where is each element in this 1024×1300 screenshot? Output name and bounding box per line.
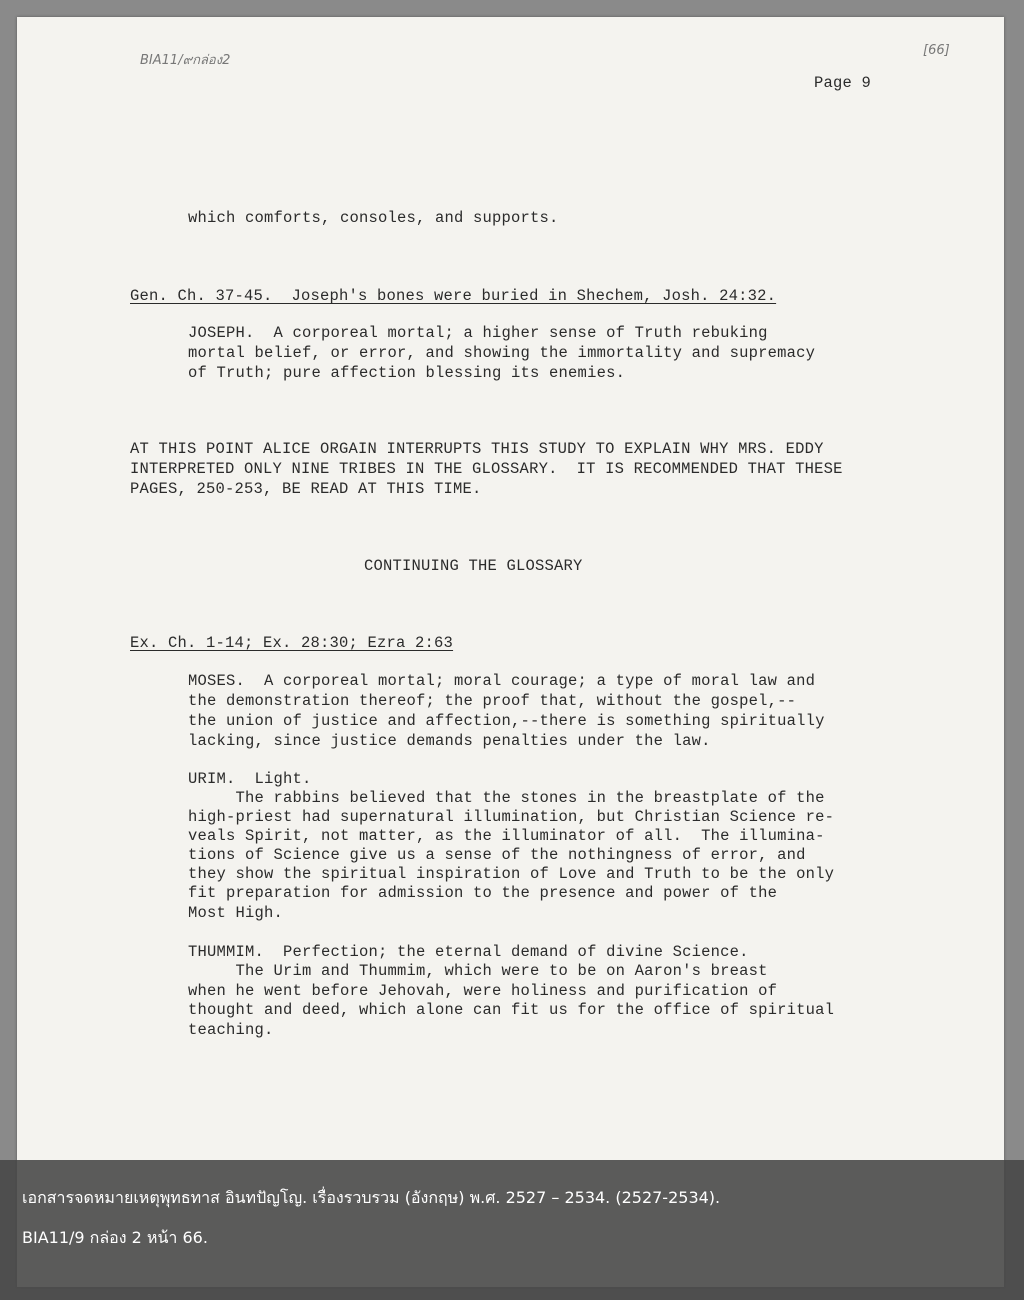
- page-number-handwritten: [66]: [923, 43, 950, 58]
- moses-line-1: MOSES. A corporeal mortal; moral courage; a type of moral law and: [188, 672, 816, 690]
- archive-caption-overlay: [0, 1160, 1024, 1300]
- joseph-line-1: JOSEPH. A corporeal mortal; a higher sense of Truth rebuking: [188, 324, 768, 342]
- urim-line-1: URIM. Light.: [188, 770, 312, 788]
- urim-line-2: The rabbins believed that the stones in the breastplate of the: [188, 789, 825, 807]
- urim-line-7: fit preparation for admission to the presence and power of the: [188, 884, 778, 902]
- urim-line-4: veals Spirit, not matter, as the illuminator of all. The illumina-: [188, 827, 825, 845]
- note-line-1: AT THIS POINT ALICE ORGAIN INTERRUPTS THIS STUDY TO EXPLAIN WHY MRS. EDDY: [130, 440, 824, 458]
- urim-line-8: Most High.: [188, 904, 284, 922]
- document-page: [17, 17, 1004, 1287]
- caption-line-2: BIA11/9 กล่อง 2 หน้า 66.: [22, 1228, 208, 1247]
- moses-line-3: the union of justice and affection,--there is something spiritually: [188, 712, 825, 730]
- joseph-line-3: of Truth; pure affection blessing its enemies.: [188, 364, 626, 382]
- continuation-line: which comforts, consoles, and supports.: [188, 209, 559, 227]
- section-heading-genesis: Gen. Ch. 37-45. Joseph's bones were buried in Shechem, Josh. 24:32.: [130, 287, 777, 305]
- glossary-subheading: CONTINUING THE GLOSSARY: [364, 557, 583, 575]
- note-line-2: INTERPRETED ONLY NINE TRIBES IN THE GLOSSARY. IT IS RECOMMENDED THAT THESE: [130, 460, 843, 478]
- caption-line-1: เอกสารจดหมายเหตุพุทธทาส อินทปัญโญ. เรื่องรวบรวม (อังกฤษ) พ.ศ. 2527 – 2534. (2527-2534).: [22, 1188, 721, 1207]
- urim-line-6: they show the spiritual inspiration of Love and Truth to be the only: [188, 865, 835, 883]
- joseph-line-2: mortal belief, or error, and showing the immortality and supremacy: [188, 344, 816, 362]
- thummim-line-2: The Urim and Thummim, which were to be on Aaron's breast: [188, 962, 768, 980]
- urim-line-3: high-priest had supernatural illumination, but Christian Science re-: [188, 808, 835, 826]
- moses-line-2: the demonstration thereof; the proof that, without the gospel,--: [188, 692, 797, 710]
- thummim-line-5: teaching.: [188, 1021, 274, 1039]
- note-line-3: PAGES, 250-253, BE READ AT THIS TIME.: [130, 480, 482, 498]
- thummim-line-3: when he went before Jehovah, were holiness and purification of: [188, 982, 778, 1000]
- thummim-line-1: THUMMIM. Perfection; the eternal demand of divine Science.: [188, 943, 749, 961]
- moses-line-4: lacking, since justice demands penalties under the law.: [188, 732, 711, 750]
- section-heading-exodus: Ex. Ch. 1-14; Ex. 28:30; Ezra 2:63: [130, 634, 454, 652]
- page-label: Page 9: [814, 74, 872, 92]
- urim-line-5: tions of Science give us a sense of the nothingness of error, and: [188, 846, 806, 864]
- thummim-line-4: thought and deed, which alone can fit us for the office of spiritual: [188, 1001, 835, 1019]
- archive-id-handwritten: BIA11/๙กล่อง2: [140, 53, 231, 68]
